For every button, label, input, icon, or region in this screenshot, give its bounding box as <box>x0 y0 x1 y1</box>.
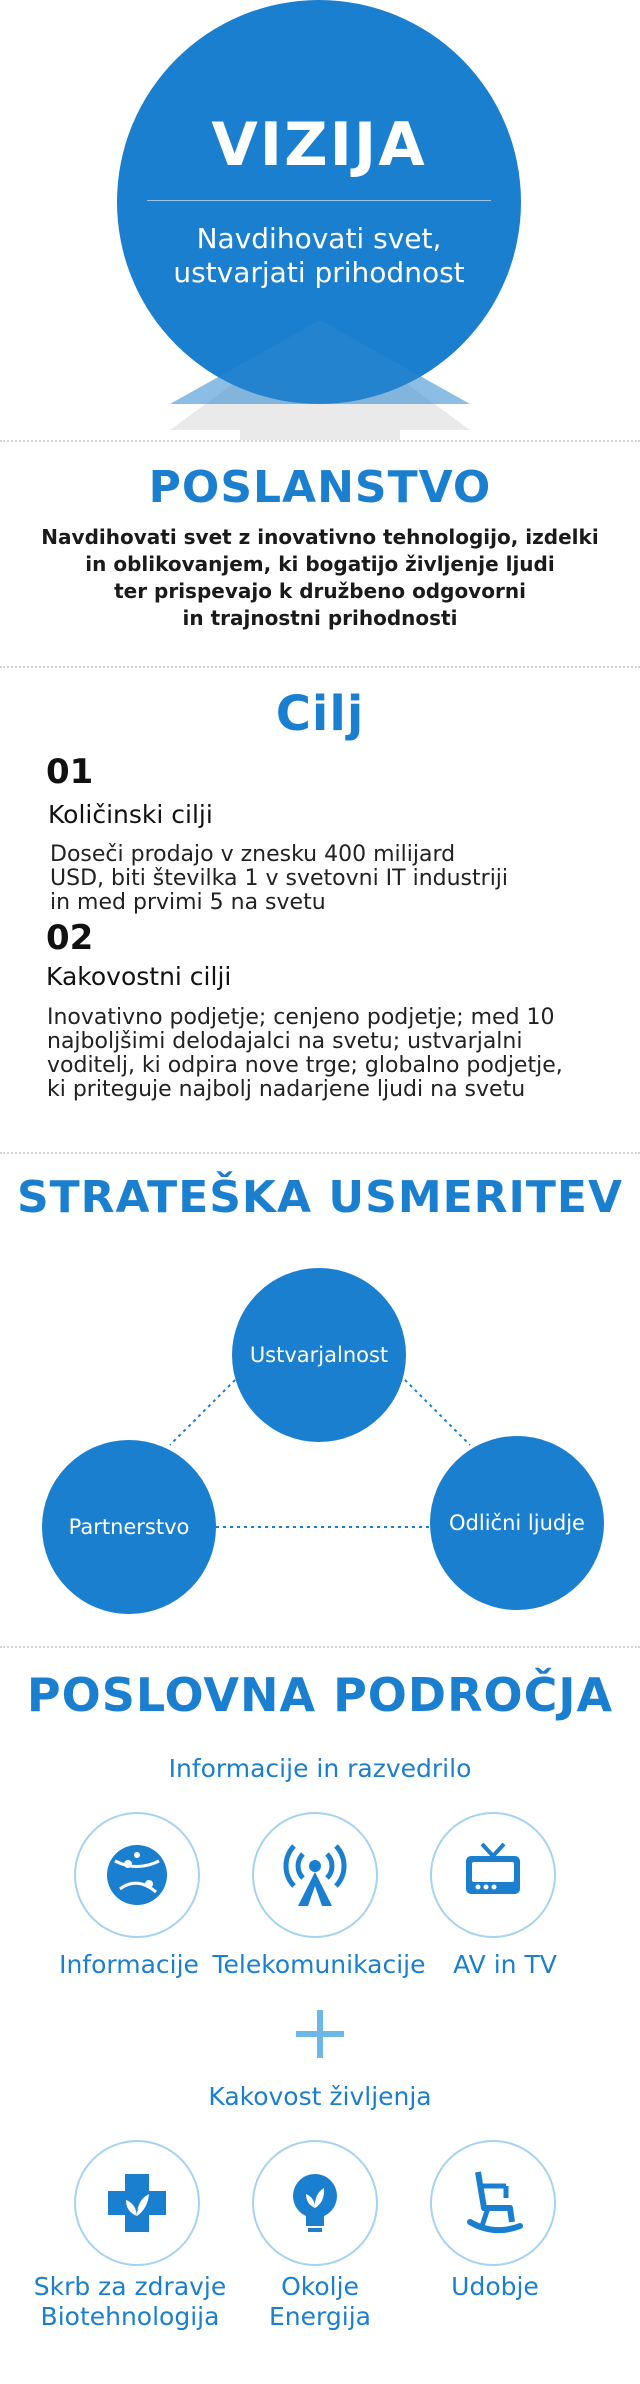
mission-title: POSLANSTVO <box>148 462 492 513</box>
business-item-label-line1: Skrb za zdravje <box>33 2272 227 2301</box>
business-item-label <box>420 2272 570 2302</box>
business-item-label: Telekomunikacije <box>212 1950 426 1979</box>
antenna-icon <box>252 1812 378 1938</box>
goal-number: 02 <box>46 918 94 958</box>
vision-title: VIZIJA <box>211 110 427 180</box>
goal-text-line: ki priteguje najbolj nadarjene ljudi na svetu <box>47 1077 526 1102</box>
goal-text-line: Doseči prodajo v znesku 400 milijard <box>50 842 456 867</box>
business-item-label-line2: Biotehnologija <box>40 2302 220 2331</box>
strategy-title: STRATEŠKA USMERITEV <box>16 1172 624 1223</box>
vision-arrow-overlay <box>170 320 470 404</box>
business-title: POSLOVNA PODROČJA <box>26 1668 614 1722</box>
tv-icon <box>430 1812 556 1938</box>
goal-heading: Kakovostni cilji <box>46 962 232 991</box>
goal-text-line: in med prvimi 5 na svetu <box>50 890 326 915</box>
globe-icon <box>74 1812 200 1938</box>
vision-subtitle-line2: ustvarjati prihodnost <box>173 256 465 289</box>
business-item-label <box>230 2272 410 2332</box>
vision-divider <box>147 200 491 201</box>
goal-heading: Količinski cilji <box>48 800 213 829</box>
health-cross-icon <box>74 2140 200 2266</box>
goal-text-line: voditelj, ki odpira nove trge; globalno podjetje, <box>47 1053 563 1078</box>
goal-title: Cilj <box>275 686 365 742</box>
vision-subtitle <box>117 222 521 290</box>
goal-text-line: najboljšimi delodajalci na svetu; ustvarjalni <box>47 1029 523 1054</box>
mission-line: in trajnostni prihodnosti <box>182 606 458 630</box>
business-item-label-line2: Energija <box>269 2302 371 2331</box>
goal-text-line: Inovativno podjetje; cenjeno podjetje; med 10 <box>47 1005 555 1030</box>
mission-line: in oblikovanjem, ki bogatijo življenje ljudi <box>85 552 555 576</box>
goal-text <box>47 1006 617 1102</box>
business-item-label <box>20 2272 240 2332</box>
business-item-label-line1: Udobje <box>451 2272 539 2301</box>
mission-line: Navdihovati svet z inovativno tehnologijo, izdelki <box>41 525 599 549</box>
section-divider <box>0 666 640 668</box>
business-item-label: AV in TV <box>453 1950 557 1979</box>
group-label-info: Informacije in razvedrilo <box>168 1754 472 1783</box>
business-item-label-line1: Okolje <box>281 2272 359 2301</box>
group-label-quality: Kakovost življenja <box>208 2082 432 2111</box>
section-divider <box>0 1646 640 1648</box>
strategy-node-creativity: Ustvarjalnost <box>232 1268 406 1442</box>
mission-line: ter prispevajo k družbeno odgovorni <box>114 579 526 603</box>
section-divider <box>0 1152 640 1154</box>
plus-icon <box>290 2004 350 2064</box>
vision-subtitle-line1: Navdihovati svet, <box>196 222 442 255</box>
section-divider <box>0 440 640 442</box>
business-item-label: Informacije <box>59 1950 199 1979</box>
goal-text-line: USD, biti številka 1 v svetovni IT industriji <box>50 866 509 891</box>
rocking-chair-icon <box>430 2140 556 2266</box>
goal-number: 01 <box>46 752 94 792</box>
strategy-node-partnership: Partnerstvo <box>42 1440 216 1614</box>
mission-text <box>40 524 600 632</box>
strategy-node-people: Odlični ljudje <box>430 1436 604 1610</box>
goal-text <box>50 843 620 915</box>
lightbulb-leaf-icon <box>252 2140 378 2266</box>
